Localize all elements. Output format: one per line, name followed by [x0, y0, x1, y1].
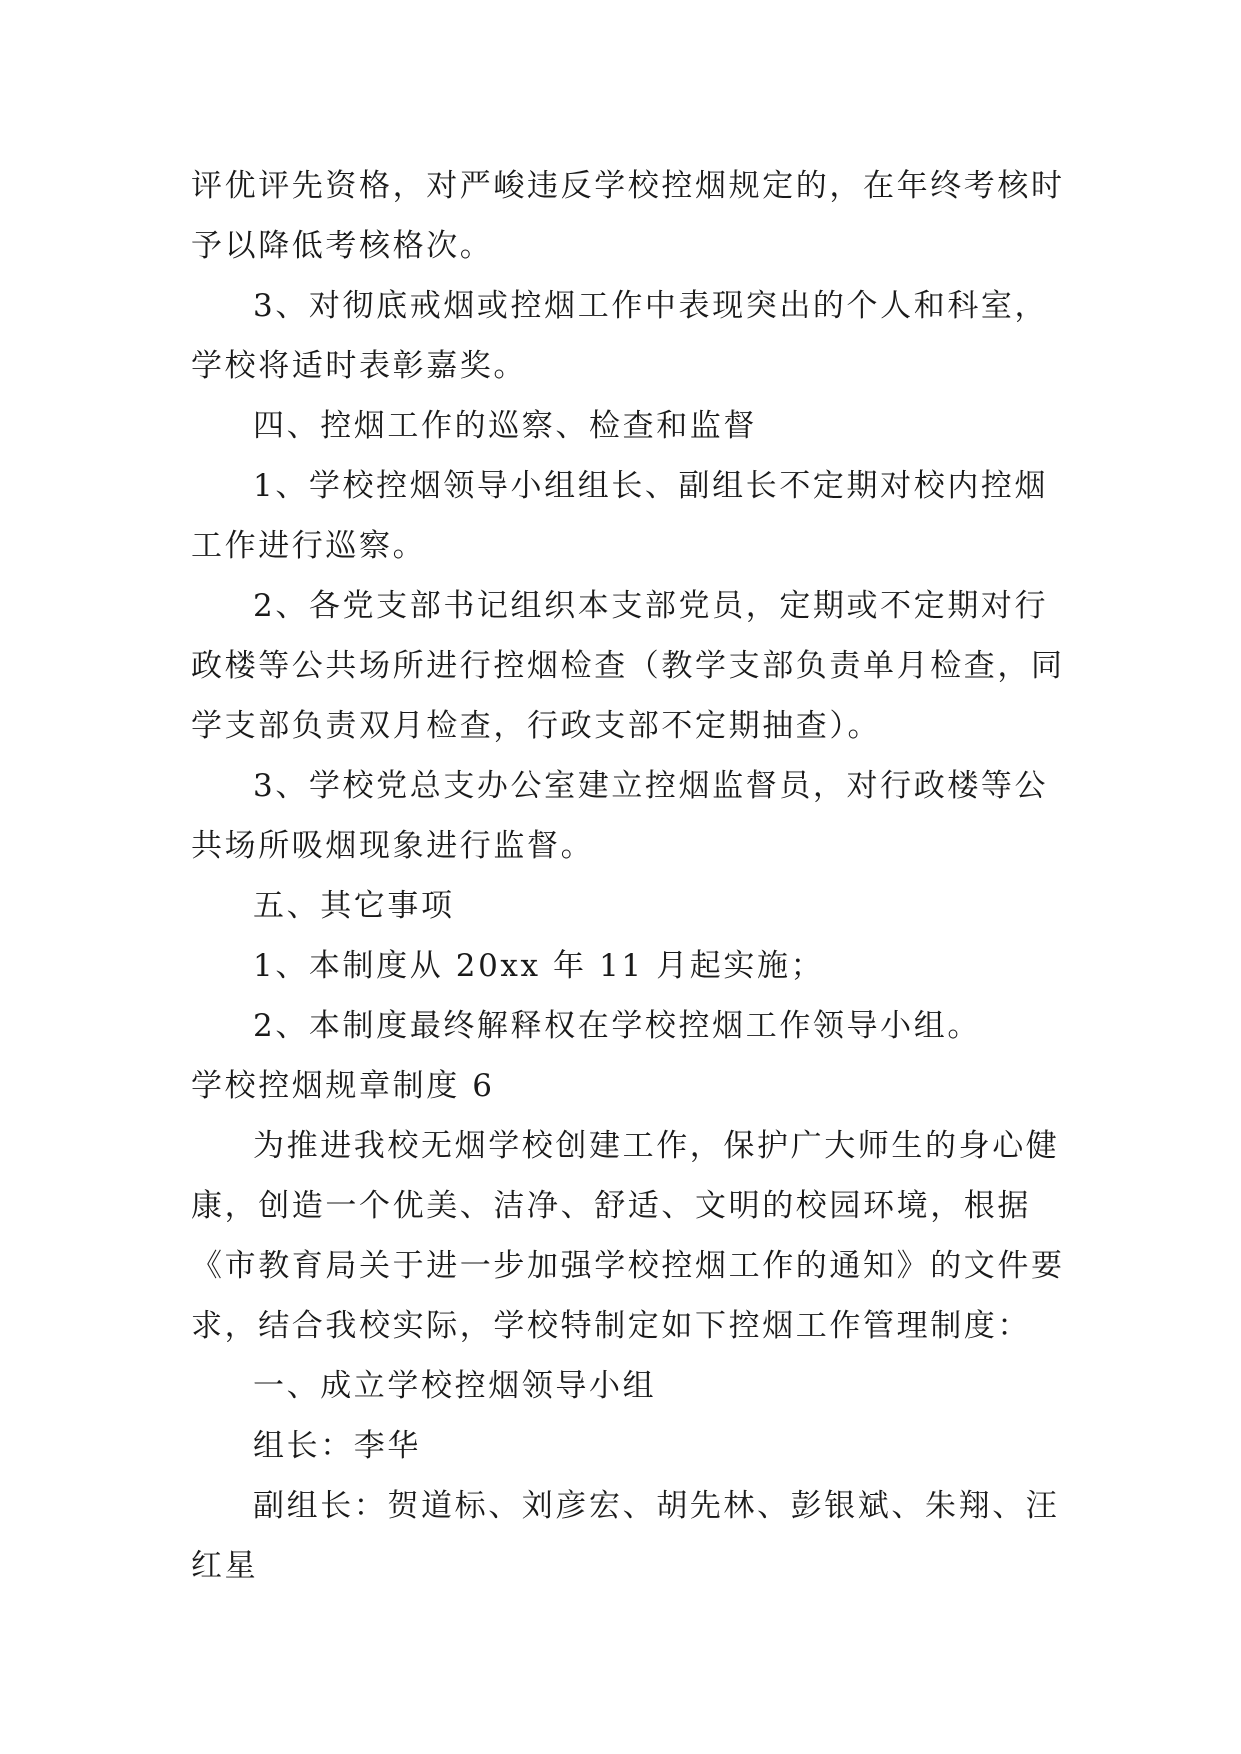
text-line: 学校将适时表彰嘉奖。 — [191, 348, 527, 384]
text-line: 《市教育局关于进一步加强学校控烟工作的通知》的文件要 — [191, 1248, 1065, 1284]
text-line: 评优评先资格，对严峻违反学校控烟规定的，在年终考核时 — [191, 168, 1065, 204]
text-line: 一、成立学校控烟领导小组 — [253, 1368, 657, 1404]
text-line: 工作进行巡察。 — [191, 528, 427, 564]
text-line: 政楼等公共场所进行控烟检查（教学支部负责单月检查，同 — [191, 648, 1065, 684]
text-line: 求，结合我校实际，学校特制定如下控烟工作管理制度： — [191, 1308, 1031, 1344]
text-line: 组长：李华 — [253, 1428, 421, 1464]
text-line: 3、对彻底戒烟或控烟工作中表现突出的个人和科室， — [253, 288, 1049, 324]
text-line: 为推进我校无烟学校创建工作，保护广大师生的身心健 — [253, 1128, 1060, 1164]
text-line: 四、控烟工作的巡察、检查和监督 — [253, 408, 757, 444]
text-line: 2、各党支部书记组织本支部党员，定期或不定期对行 — [253, 588, 1049, 624]
text-line: 康，创造一个优美、洁净、舒适、文明的校园环境，根据 — [191, 1188, 1031, 1224]
text-line: 予以降低考核格次。 — [191, 228, 494, 264]
text-line: 1、学校控烟领导小组组长、副组长不定期对校内控烟 — [253, 468, 1049, 504]
text-line: 3、学校党总支办公室建立控烟监督员，对行政楼等公 — [253, 768, 1049, 804]
text-line: 副组长：贺道标、刘彦宏、胡先林、彭银斌、朱翔、汪 — [253, 1488, 1060, 1524]
text-line: 2、本制度最终解释权在学校控烟工作领导小组。 — [253, 1008, 981, 1044]
text-line: 学支部负责双月检查，行政支部不定期抽查）。 — [191, 708, 882, 744]
text-line: 1、本制度从 20xx 年 11 月起实施； — [253, 948, 825, 984]
text-line: 学校控烟规章制度 6 — [191, 1068, 495, 1104]
text-line: 五、其它事项 — [253, 888, 455, 924]
document-body — [191, 156, 1065, 1596]
text-line: 红星 — [191, 1548, 259, 1584]
text-line: 共场所吸烟现象进行监督。 — [191, 828, 595, 864]
